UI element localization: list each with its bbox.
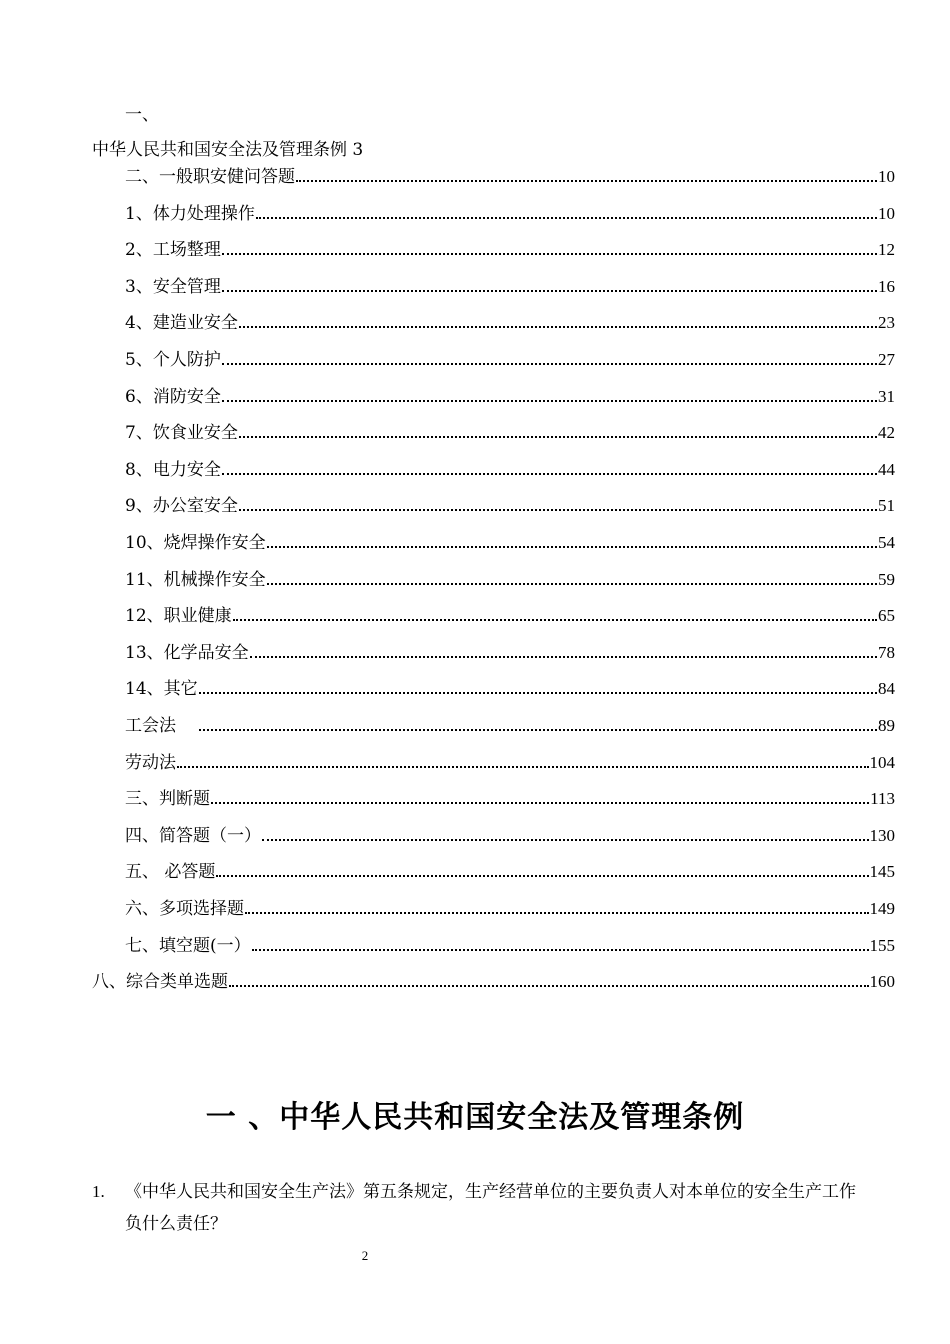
toc-entry-page: 51: [878, 496, 895, 516]
toc-entry-label: 14、其它: [125, 679, 198, 700]
toc-entry[interactable]: [92, 957, 895, 993]
toc-entry[interactable]: [125, 664, 895, 700]
toc-entry-label: 10、烧焊操作安全: [125, 533, 266, 553]
toc-entry[interactable]: [125, 372, 895, 408]
toc-entry-label: 7、饮食业安全: [125, 423, 238, 444]
toc-entry-page: 160: [869, 972, 895, 992]
toc-entry[interactable]: [125, 555, 895, 591]
toc-entry-page: 149: [869, 899, 895, 918]
toc-entry-page: 104: [869, 752, 895, 772]
toc-intro-line1: 一、: [125, 105, 159, 125]
toc-leader-dots: [239, 325, 877, 328]
toc-entry-label: 12、职业健康: [125, 606, 232, 627]
toc-entry-page: 10: [878, 203, 895, 223]
toc-leader-dots: [250, 655, 877, 658]
toc-leader-dots: [262, 838, 869, 841]
toc-entry-page: 78: [878, 642, 895, 662]
toc-entry-label: 二、一般职安健问答题: [125, 167, 295, 187]
toc-entry[interactable]: [125, 189, 895, 225]
toc-entry[interactable]: [125, 591, 895, 627]
toc-leader-dots: [252, 948, 869, 951]
toc-entry-label: 劳动法: [125, 752, 176, 773]
toc-entry-label: 六、多项选择题: [125, 899, 244, 919]
toc-entry[interactable]: [125, 738, 895, 774]
toc-leader-dots: [233, 618, 877, 621]
toc-leader-dots: [239, 508, 877, 511]
toc-entry-label: 五、 必答题: [125, 862, 216, 883]
toc-entry[interactable]: [125, 481, 895, 517]
toc-entry[interactable]: [125, 847, 895, 883]
toc-entry-label: 3、安全管理: [125, 276, 221, 297]
toc-entry-label: 9、办公室安全: [125, 496, 238, 517]
toc-leader-dots: [216, 874, 868, 877]
toc-leader-dots: [222, 399, 877, 402]
toc-entry-label: 5、个人防护: [125, 350, 221, 370]
toc-entry-label: 四、简答题（一）: [125, 825, 261, 846]
toc-entry[interactable]: [125, 262, 895, 298]
toc-entry[interactable]: [125, 701, 895, 737]
toc-entry[interactable]: [125, 811, 895, 847]
toc-entry-page: 23: [878, 313, 895, 333]
toc-entry-page: 12: [878, 240, 895, 260]
toc-entry-label: 11、机械操作安全: [125, 569, 266, 590]
section-heading: 一 、中华人民共和国安全法及管理条例: [205, 1100, 745, 1135]
toc-entry-page: 10: [878, 167, 895, 186]
toc-leader-dots: [267, 545, 877, 548]
page-number: 2: [361, 1248, 369, 1263]
toc-leader-dots: [245, 911, 869, 914]
toc-entry-page: 145: [869, 862, 895, 882]
toc-entry-label: 三、判断题: [125, 789, 210, 810]
toc-entry-page: 89: [878, 716, 895, 735]
toc-entry-label: 八、综合类单选题: [92, 972, 228, 993]
toc-entry-page: 42: [878, 423, 895, 443]
question-item: [92, 1176, 862, 1240]
toc-leader-dots: [239, 435, 877, 438]
toc-leader-dots: [229, 984, 869, 987]
toc-entry[interactable]: [125, 884, 895, 920]
toc-leader-dots: [199, 728, 877, 731]
toc-leader-dots: [211, 801, 869, 804]
toc-entry[interactable]: [125, 225, 895, 261]
toc-entry-label: 4、建造业安全: [125, 313, 238, 334]
toc-entry-page: 16: [878, 276, 895, 296]
toc-entry[interactable]: [125, 774, 895, 810]
toc-entry-label: 13、化学品安全: [125, 642, 249, 663]
toc-entry-label: 6、消防安全: [125, 386, 221, 407]
toc-entry-label: 1、体力处理操作: [125, 203, 255, 224]
toc-entry[interactable]: [125, 628, 895, 664]
toc-entry-label: 七、填空题(一）: [125, 935, 251, 956]
toc-entry-page: 54: [878, 533, 895, 552]
toc-leader-dots: [199, 691, 877, 694]
toc-entry-label: 工会法: [125, 716, 198, 736]
toc-leader-dots: [177, 765, 869, 768]
toc-leader-dots: [296, 179, 877, 182]
toc-entry[interactable]: [125, 921, 895, 957]
toc-entry-page: 130: [869, 825, 895, 845]
toc-entry[interactable]: [125, 152, 895, 188]
toc-leader-dots: [222, 472, 877, 475]
toc-entry[interactable]: [125, 298, 895, 334]
toc-entry-page: 155: [869, 935, 895, 955]
toc-leader-dots: [222, 252, 877, 255]
toc-leader-dots: [222, 289, 877, 292]
toc-entry-page: 59: [878, 569, 895, 589]
question-number: 1.: [92, 1182, 105, 1201]
question-text: 《中华人民共和国安全生产法》第五条规定，生产经营单位的主要负责人对本单位的安全生产工作负什么责任？: [125, 1182, 856, 1234]
toc-leader-dots: [267, 582, 877, 585]
toc-entry-label: 2、工场整理: [125, 240, 221, 261]
toc-leader-dots: [256, 216, 877, 219]
toc-entry-page: 44: [878, 459, 895, 479]
toc-entry-page: 84: [878, 679, 895, 699]
toc-entry-page: 27: [878, 350, 895, 369]
toc-entry[interactable]: [125, 518, 895, 554]
toc-entry[interactable]: [125, 408, 895, 444]
toc-entry-page: 113: [870, 789, 895, 809]
toc-entry-page: 65: [878, 606, 895, 626]
toc-entry-page: 31: [878, 386, 895, 406]
toc-entry-label: 8、电力安全: [125, 459, 221, 480]
toc-entry[interactable]: [125, 335, 895, 371]
toc-intro-line2: 中华人民共和国安全法及管理条例 3: [92, 140, 364, 160]
toc-entry[interactable]: [125, 445, 895, 481]
toc-leader-dots: [222, 362, 877, 365]
